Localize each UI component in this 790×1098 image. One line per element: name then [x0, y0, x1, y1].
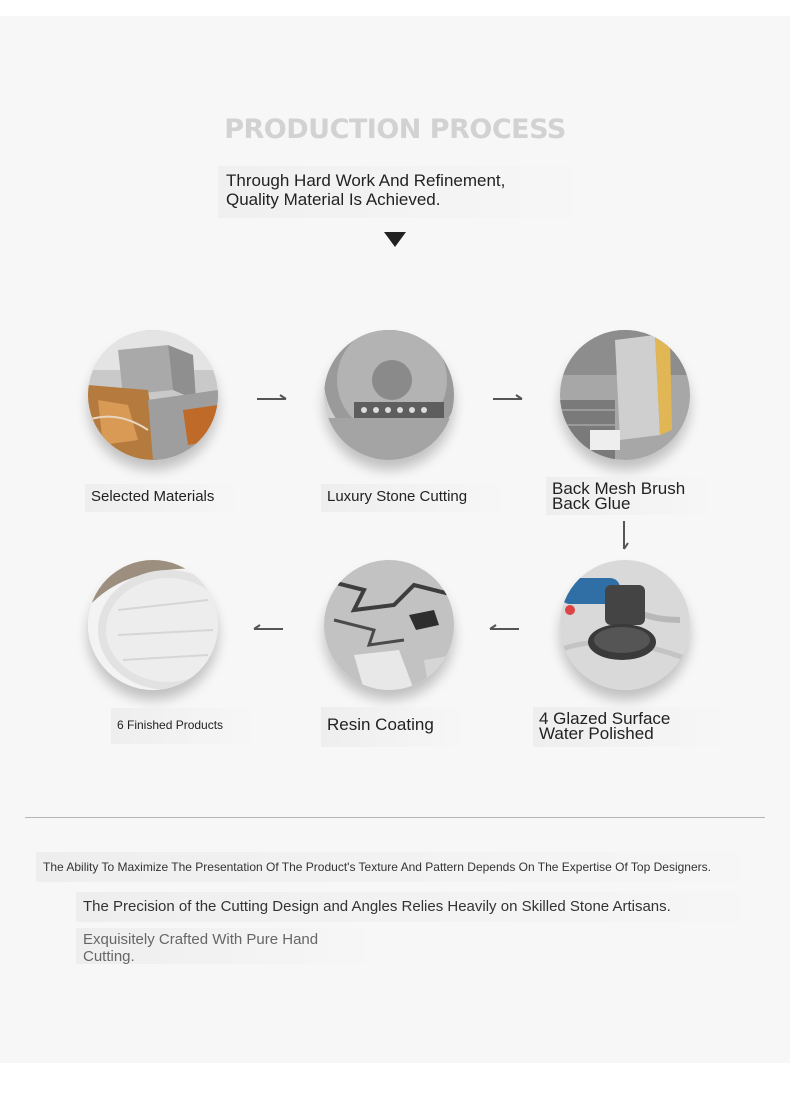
down-triangle-icon	[384, 232, 406, 247]
page-subtitle	[218, 166, 574, 218]
right-arrow-icon	[492, 392, 524, 404]
left-arrow-icon	[488, 622, 520, 634]
right-arrow-icon	[256, 392, 288, 404]
step-label-glazed-surface-line-1: 4 Glazed Surface	[539, 709, 671, 728]
note-artisans: The Precision of the Cutting Design and Angles Relies Heavily on Skilled Stone Artisans.	[76, 892, 740, 922]
note-designers: The Ability To Maximize The Presentation Of The Product's Texture And Pattern Depends On The Expertise Of Top Designers.	[36, 852, 740, 882]
note-hand-cutting	[76, 928, 366, 964]
down-arrow-icon	[619, 520, 631, 552]
step-label-glazed-surface	[533, 707, 719, 747]
finished-marble-table-image	[88, 560, 218, 690]
resin-surface-image	[324, 560, 454, 690]
step-label-back-mesh-line-2: Back Glue	[552, 494, 631, 513]
step-label-selected-materials: Selected Materials	[85, 484, 235, 512]
saw-blade-image	[324, 330, 454, 460]
step-label-glazed-surface-line-2: Water Polished	[539, 724, 654, 743]
step-label-back-mesh-line-1: Back Mesh Brush	[552, 479, 686, 498]
step-label-resin-coating: Resin Coating	[321, 707, 461, 747]
subtitle-line-2: Quality Material Is Achieved.	[226, 190, 441, 209]
note-hand-cutting-line-2: Cutting.	[83, 948, 135, 965]
subtitle-line-1: Through Hard Work And Refinement,	[226, 171, 506, 190]
page-title: PRODUCTION PROCESS	[224, 114, 566, 145]
section-divider	[25, 817, 765, 818]
left-arrow-icon	[252, 622, 284, 634]
step-label-luxury-stone-cutting: Luxury Stone Cutting	[321, 484, 501, 512]
step-label-back-mesh	[546, 477, 706, 515]
angle-grinder-polishing-image	[560, 560, 690, 690]
note-hand-cutting-line-1: Exquisitely Crafted With Pure Hand	[83, 931, 319, 948]
marble-blocks-image	[88, 330, 218, 460]
marble-slab-mesh-image	[560, 330, 690, 460]
step-label-finished-products: 6 Finished Products	[111, 708, 251, 744]
